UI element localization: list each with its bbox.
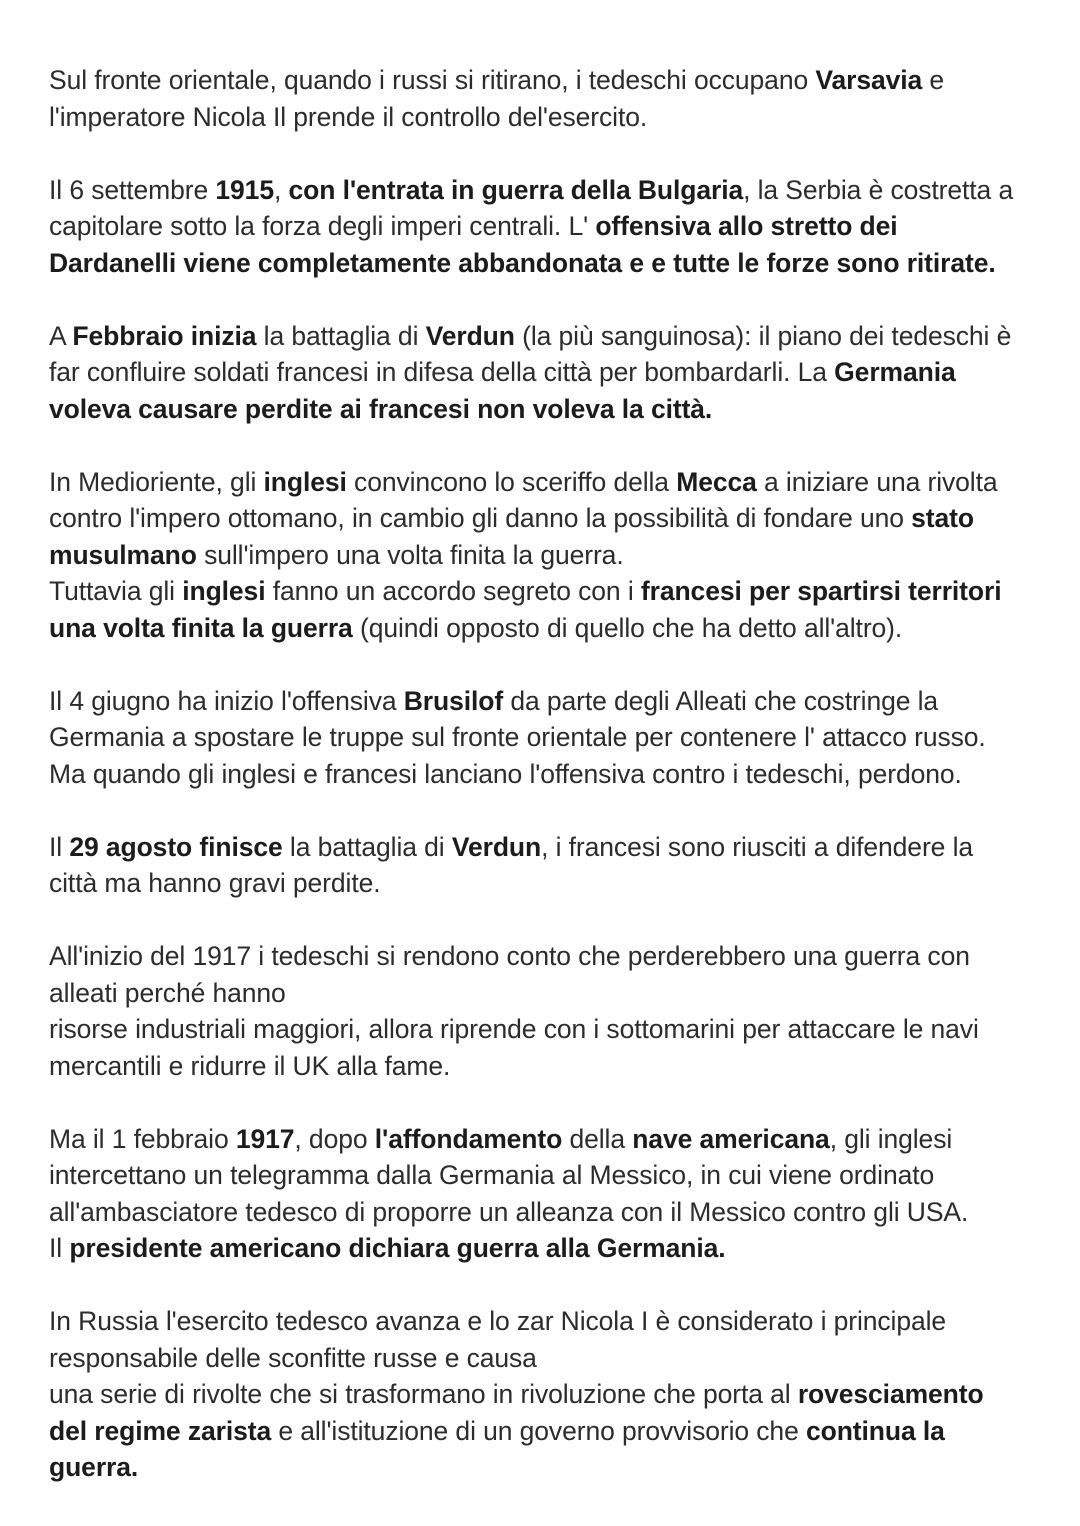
paragraph: [49, 172, 1049, 282]
text-line: [49, 683, 1049, 720]
text-run: A: [49, 320, 73, 351]
paragraph: [49, 1303, 1049, 1486]
bold-text-run: presidente americano dichiara guerra alla Germania.: [69, 1233, 726, 1263]
bold-text-run: offensiva allo stretto dei: [595, 211, 898, 241]
text-line: [49, 354, 1049, 391]
bold-text-run: Verdun: [451, 831, 542, 862]
text-line: [49, 500, 1049, 537]
text-run: In Russia l'esercito tedesco avanza e lo zar Nicola I è considerato i principale: [49, 1306, 947, 1336]
text-line: [49, 62, 1049, 99]
bold-text-run: Germania: [834, 357, 956, 387]
text-line: [49, 1157, 1049, 1194]
bold-text-run: musulmano: [49, 539, 197, 570]
text-run: una serie di rivolte che si trasformano in rivoluzione che porta al: [49, 1379, 798, 1409]
bold-text-run: Dardanelli viene completamente abbandonata e e tutte le forze sono ritirate.: [49, 247, 996, 278]
bold-text-run: Varsavia: [815, 65, 923, 95]
text-line: [49, 1376, 1049, 1413]
text-run: Ma il 1 febbraio: [49, 1123, 236, 1154]
text-run: risorse industriali maggiori, allora riprende con i sottomarini per attaccare le navi: [49, 1014, 979, 1044]
text-line: [49, 756, 1049, 793]
bold-text-run: inglesi: [182, 576, 266, 606]
text-run: e all'istituzione di un governo provvisorio che: [271, 1415, 806, 1446]
text-line: [49, 1449, 1049, 1486]
text-run: la battaglia di: [256, 320, 426, 351]
paragraph: [49, 464, 1049, 647]
text-run: Ma quando gli inglesi e francesi lanciano l'offensiva contro i tedeschi, perdono.: [49, 758, 962, 789]
text-line: [49, 938, 1049, 975]
text-line: [49, 573, 1049, 610]
bold-text-run: continua la: [805, 1415, 945, 1446]
text-run: (quindi opposto di quello che ha detto all'altro).: [352, 612, 903, 643]
text-run: Sul fronte orientale, quando i russi si ritirano, i tedeschi occupano: [49, 65, 816, 95]
text-line: [49, 245, 1049, 282]
text-run: In Medioriente, gli: [49, 466, 264, 497]
text-run: città ma hanno gravi perdite.: [49, 868, 381, 898]
text-line: [49, 975, 1049, 1012]
text-run: , dopo: [294, 1123, 375, 1154]
bold-text-run: voleva causare perdite ai francesi non voleva la città.: [49, 393, 713, 424]
bold-text-run: Brusilof: [403, 685, 504, 716]
text-run: Tuttavia gli: [49, 576, 183, 606]
text-line: [49, 1048, 1049, 1085]
text-run: fanno un accordo segreto con i: [265, 576, 641, 606]
text-run: responsabile delle sconfitte russe e causa: [49, 1342, 537, 1373]
text-run: convincono lo sceriffo della: [346, 466, 677, 497]
text-line: [49, 865, 1049, 902]
bold-text-run: 29 agosto finisce: [69, 831, 283, 862]
bold-text-run: l'affondamento: [374, 1123, 563, 1154]
paragraph: [49, 829, 1049, 902]
bold-text-run: Febbraio inizia: [72, 320, 257, 351]
bold-text-run: 1917: [235, 1123, 295, 1154]
text-line: [49, 172, 1049, 209]
text-line: [49, 719, 1049, 756]
text-run: Germania a spostare le truppe sul fronte orientale per contenere l' attacco russo.: [49, 722, 986, 752]
text-run: della: [562, 1123, 633, 1154]
text-run: Il: [49, 1233, 70, 1263]
paragraph: [49, 318, 1049, 428]
text-line: [49, 208, 1049, 245]
text-line: [49, 537, 1049, 574]
bold-text-run: guerra.: [49, 1452, 139, 1482]
text-line: [49, 829, 1049, 866]
text-run: contro l'impero ottomano, in cambio gli danno la possibilità di fondare uno: [49, 503, 912, 533]
text-run: alleati perché hanno: [49, 977, 286, 1008]
bold-text-run: rovesciamento: [797, 1379, 984, 1409]
paragraph: [49, 683, 1049, 793]
text-line: [49, 1230, 1049, 1267]
text-line: [49, 1011, 1049, 1048]
text-run: sull'impero una volta finita la guerra.: [196, 539, 624, 570]
text-run: far confluire soldati francesi in difesa della città per bombardarli. La: [49, 357, 835, 387]
text-line: [49, 610, 1049, 647]
text-line: [49, 318, 1049, 355]
paragraph: [49, 938, 1049, 1084]
text-run: All'inizio del 1917 i tedeschi si rendono conto che perderebbero una guerra con: [49, 941, 970, 971]
text-line: [49, 1303, 1049, 1340]
text-run: e: [922, 65, 945, 95]
bold-text-run: Mecca: [676, 466, 757, 497]
text-line: [49, 1413, 1049, 1450]
text-run: l'imperatore Nicola Il prende il controllo del'esercito.: [49, 101, 648, 132]
bold-text-run: inglesi: [263, 466, 347, 497]
bold-text-run: con l'entrata in guerra della Bulgaria: [288, 174, 744, 205]
document-page: [49, 62, 1049, 1522]
text-run: ,: [273, 174, 289, 205]
text-run: capitolare sotto la forza degli imperi centrali. L': [49, 211, 596, 241]
text-line: [49, 1194, 1049, 1231]
text-run: all'ambasciatore tedesco di proporre un alleanza con il Messico contro gli USA.: [49, 1196, 969, 1227]
bold-text-run: francesi per spartirsi territori: [640, 576, 1002, 606]
bold-text-run: 1915: [215, 174, 274, 205]
text-run: Il 6 settembre: [49, 174, 216, 205]
text-run: a iniziare una rivolta: [756, 466, 998, 497]
text-line: [49, 1121, 1049, 1158]
text-run: (la più sanguinosa): il piano dei tedeschi è: [514, 320, 1012, 351]
bold-text-run: nave americana: [632, 1123, 830, 1154]
text-run: , i francesi sono riusciti a difendere la: [541, 831, 973, 862]
text-run: da parte degli Alleati che costringe la: [503, 685, 939, 716]
text-run: la battaglia di: [282, 831, 452, 862]
text-line: [49, 464, 1049, 501]
text-line: [49, 1340, 1049, 1377]
text-line: [49, 391, 1049, 428]
text-run: Il: [49, 831, 70, 862]
paragraph: [49, 62, 1049, 135]
bold-text-run: Verdun: [425, 320, 515, 351]
text-run: intercettano un telegramma dalla Germania al Messico, in cui viene ordinato: [49, 1160, 935, 1190]
text-run: , gli inglesi: [829, 1123, 953, 1154]
text-run: Il 4 giugno ha inizio l'offensiva: [49, 685, 404, 716]
text-line: [49, 99, 1049, 136]
bold-text-run: stato: [911, 503, 974, 533]
paragraph: [49, 1121, 1049, 1267]
text-run: , la Serbia è costretta a: [743, 174, 1014, 205]
bold-text-run: una volta finita la guerra: [49, 612, 353, 643]
bold-text-run: del regime zarista: [49, 1415, 272, 1446]
text-run: mercantili e ridurre il UK alla fame.: [49, 1050, 451, 1081]
